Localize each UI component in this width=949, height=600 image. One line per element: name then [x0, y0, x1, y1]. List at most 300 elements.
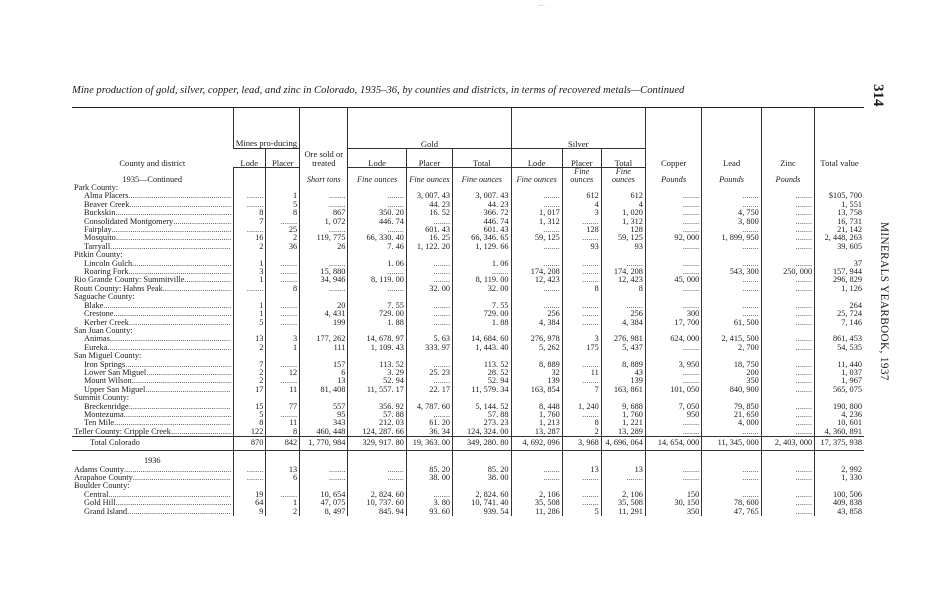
cell-silver-lode: 4, 384: [511, 319, 562, 327]
cell-total-value: 296, 829: [815, 276, 864, 284]
row-name: [72, 302, 233, 310]
cell-ore-tons: [300, 327, 348, 335]
cell-ore-tons: [300, 474, 348, 482]
unit-gold-total: Fine ounces: [453, 168, 511, 185]
cell-copper: [645, 352, 701, 360]
cell-silver-placer: 3, 968: [562, 437, 601, 451]
cell-gold-placer: [406, 251, 452, 259]
cell-gold-total: 349, 280. 80: [453, 437, 511, 451]
cell-total-value: 54, 535: [815, 344, 864, 352]
cell-silver-placer: [562, 352, 601, 360]
cell-lead: 840, 900: [702, 386, 761, 394]
row-name: [72, 377, 233, 385]
cell-silver-placer: [562, 499, 601, 507]
row-name-text: Tarryall: [84, 242, 111, 251]
row-name-text: Arapahoe County: [74, 474, 133, 482]
cell-mines-placer: 3: [266, 335, 300, 343]
cell-ore-tons: 177, 262: [300, 335, 348, 343]
cell-mines-placer: [266, 260, 300, 268]
cell-gold-placer: 3, 007. 43: [406, 192, 452, 200]
cell-total-value: 21, 142: [815, 226, 864, 234]
leader-dots: [110, 335, 231, 343]
row-name: [72, 508, 233, 516]
cell-silver-placer: 93: [562, 243, 601, 251]
cell-silver-placer: 1, 240: [562, 403, 601, 411]
row-name-text: Breckenridge: [84, 402, 129, 411]
cell-ore-tons: [300, 466, 348, 474]
cell-silver-total: 8, 889: [601, 361, 645, 369]
cell-silver-lode: 13, 287: [511, 428, 562, 437]
cell-mines-lode: [233, 474, 266, 482]
cell-silver-placer: [562, 491, 601, 499]
cell-silver-placer: [562, 474, 601, 482]
cell-total-value: [815, 184, 864, 192]
cell-lead: [702, 466, 761, 474]
cell-mines-lode: [233, 251, 266, 259]
cell-gold-total: 11, 579. 34: [453, 386, 511, 394]
cell-silver-total: [601, 302, 645, 310]
cell-gold-lode: 350. 20: [348, 209, 406, 217]
table-row: [72, 428, 864, 437]
cell-zinc: [761, 310, 814, 318]
row-name-text: Grand Island: [84, 507, 128, 516]
cell-gold-lode: [348, 251, 406, 259]
cell-gold-lode: 52. 94: [348, 377, 406, 385]
cell-silver-lode: 8, 448: [511, 403, 562, 411]
cell-ore-tons: 34, 946: [300, 276, 348, 284]
cell-total-value: 1, 330: [815, 474, 864, 482]
cell-gold-total: [453, 184, 511, 192]
header-gold-placer: Placer: [406, 149, 452, 168]
cell-zinc: [761, 466, 814, 474]
cell-silver-lode: [511, 226, 562, 234]
row-name: [72, 310, 233, 318]
cell-ore-tons: [300, 293, 348, 301]
leader-dots: [171, 428, 231, 436]
cell-silver-total: 128: [601, 226, 645, 234]
cell-gold-total: 10, 741. 40: [453, 499, 511, 507]
cell-mines-placer: [266, 293, 300, 301]
cell-gold-lode: [348, 226, 406, 234]
cell-copper: [645, 260, 701, 268]
cell-lead: 200: [702, 369, 761, 377]
cell-total-value: 264: [815, 302, 864, 310]
cell-lead: 543, 300: [702, 268, 761, 276]
table-row: [72, 192, 864, 200]
cell-zinc: [761, 184, 814, 192]
cell-mines-lode: 15: [233, 403, 266, 411]
cell-silver-placer: [562, 251, 601, 259]
cell-mines-placer: [266, 251, 300, 259]
cell-gold-total: 3, 007. 43: [453, 192, 511, 200]
cell-mines-placer: 11: [266, 386, 300, 394]
cell-zinc: [761, 285, 814, 293]
cell-total-value: 25, 724: [815, 310, 864, 318]
cell-silver-total: 12, 423: [601, 276, 645, 284]
cell-silver-lode: 11, 286: [511, 508, 562, 516]
cell-ore-tons: 8, 497: [300, 508, 348, 516]
cell-gold-lode: 14, 678. 97: [348, 335, 406, 343]
cell-gold-total: 113. 52: [453, 361, 511, 369]
cell-silver-lode: 8, 889: [511, 361, 562, 369]
row-name: [72, 209, 233, 217]
cell-mines-placer: [266, 184, 300, 192]
cell-copper: 950: [645, 411, 701, 419]
cell-zinc: 250, 000: [761, 268, 814, 276]
group-row: [72, 352, 864, 360]
row-name-text: Beaver Creek: [84, 200, 130, 209]
cell-silver-total: 163, 861: [601, 386, 645, 394]
row-name: [72, 276, 233, 284]
cell-gold-lode: [348, 184, 406, 192]
cell-copper: [645, 394, 701, 402]
cell-gold-lode: 7. 46: [348, 243, 406, 251]
cell-silver-total: 256: [601, 310, 645, 318]
cell-gold-lode: 845. 94: [348, 508, 406, 516]
cell-silver-total: [601, 251, 645, 259]
cell-copper: [645, 474, 701, 482]
row-name-text: Buckskin: [84, 209, 116, 218]
row-name-text: Teller County: Cripple Creek: [74, 427, 171, 436]
unit-zinc: Pounds: [761, 168, 814, 185]
cell-gold-total: [453, 482, 511, 490]
cell-mines-placer: 8: [266, 285, 300, 293]
leader-dots: [163, 285, 231, 293]
cell-silver-placer: [562, 184, 601, 192]
cell-gold-lode: 113. 52: [348, 361, 406, 369]
cell-zinc: [761, 319, 814, 327]
cell-mines-lode: 1: [233, 310, 266, 318]
cell-gold-lode: 11, 557. 17: [348, 386, 406, 394]
cell-ore-tons: 111: [300, 344, 348, 352]
table-row: [72, 369, 864, 377]
cell-gold-total: 66, 346. 65: [453, 234, 511, 242]
cell-copper: 624, 000: [645, 335, 701, 343]
cell-silver-total: 5, 437: [601, 344, 645, 352]
table-row: [72, 218, 864, 226]
row-name-text: Crestone: [84, 310, 114, 319]
cell-total-value: [815, 251, 864, 259]
row-name-text: San Juan County:: [74, 326, 133, 335]
cell-silver-placer: [562, 394, 601, 402]
row-name: [72, 243, 233, 251]
cell-ore-tons: 47, 075: [300, 499, 348, 507]
cell-mines-placer: 25: [266, 226, 300, 234]
cell-gold-total: [453, 352, 511, 360]
table-row: [72, 276, 864, 284]
cell-ore-tons: 15, 880: [300, 268, 348, 276]
cell-ore-tons: 157: [300, 361, 348, 369]
running-title: MINERALS YEARBOOK, 1937: [878, 222, 890, 381]
cell-zinc: [761, 218, 814, 226]
cell-gold-lode: [348, 201, 406, 209]
row-name-text: Consolidated Montgomery: [84, 217, 174, 226]
cell-zinc: [761, 428, 814, 437]
cell-silver-total: [601, 293, 645, 301]
cell-ore-tons: [300, 260, 348, 268]
cell-ore-tons: 26: [300, 243, 348, 251]
cell-ore-tons: 13: [300, 377, 348, 385]
cell-silver-total: 8: [601, 285, 645, 293]
cell-silver-placer: [562, 302, 601, 310]
cell-gold-placer: [406, 184, 452, 192]
cell-lead: [702, 276, 761, 284]
row-name: [72, 260, 233, 268]
cell-copper: [645, 226, 701, 234]
row-name-text: Boulder County:: [74, 482, 130, 491]
cell-lead: 350: [702, 377, 761, 385]
cell-zinc: [761, 234, 814, 242]
cell-silver-lode: [511, 474, 562, 482]
cell-zinc: [761, 361, 814, 369]
leader-dots: [116, 499, 231, 507]
cell-gold-placer: [406, 260, 452, 268]
row-name: [72, 293, 233, 301]
cell-gold-lode: [348, 466, 406, 474]
cell-mines-lode: 5: [233, 319, 266, 327]
cell-zinc: [761, 302, 814, 310]
table-row: [72, 260, 864, 268]
cell-silver-total: 59, 125: [601, 234, 645, 242]
cell-lead: [702, 491, 761, 499]
row-name: [72, 491, 233, 499]
cell-silver-total: [601, 394, 645, 402]
cell-gold-placer: 601. 43: [406, 226, 452, 234]
cell-lead: 11, 345, 000: [702, 437, 761, 451]
cell-gold-placer: 5. 63: [406, 335, 452, 343]
cell-mines-lode: 1: [233, 302, 266, 310]
leader-dots: [110, 243, 230, 251]
cell-gold-placer: [406, 268, 452, 276]
row-name-text: Roaring Fork: [84, 268, 129, 277]
cell-silver-total: 93: [601, 243, 645, 251]
cell-silver-lode: 1, 312: [511, 218, 562, 226]
row-name: [72, 251, 233, 259]
cell-silver-lode: [511, 285, 562, 293]
cell-gold-placer: [406, 491, 452, 499]
cell-lead: 47, 765: [702, 508, 761, 516]
cell-copper: [645, 327, 701, 335]
cell-gold-lode: [348, 482, 406, 490]
cell-gold-lode: 8, 119. 00: [348, 276, 406, 284]
cell-silver-total: 174, 208: [601, 268, 645, 276]
leader-dots: [128, 268, 230, 276]
row-name: [72, 386, 233, 394]
header-gold-total: Total: [453, 149, 511, 168]
cell-silver-placer: 8: [562, 285, 601, 293]
cell-gold-lode: [348, 293, 406, 301]
cell-mines-lode: 5: [233, 411, 266, 419]
header-ore: Ore sold or treated: [300, 108, 348, 168]
cell-gold-placer: [406, 310, 452, 318]
page-number: 314: [870, 84, 886, 107]
cell-gold-lode: 1. 06: [348, 260, 406, 268]
row-name: [72, 234, 233, 242]
cell-gold-total: 1. 88: [453, 319, 511, 327]
cell-mines-lode: [233, 192, 266, 200]
row-name: [72, 369, 233, 377]
cell-zinc: [761, 335, 814, 343]
cell-gold-lode: [348, 394, 406, 402]
cell-mines-lode: [233, 352, 266, 360]
cell-silver-total: 2, 106: [601, 491, 645, 499]
cell-total-value: 1, 037: [815, 369, 864, 377]
row-name: [72, 201, 233, 209]
cell-gold-lode: 7. 55: [348, 302, 406, 310]
cell-mines-lode: 1: [233, 260, 266, 268]
row-name-text: Lincoln Gulch: [84, 259, 133, 268]
cell-ore-tons: 460, 448: [300, 428, 348, 437]
row-name-text: Alma Placers: [84, 192, 129, 201]
cell-ore-tons: [300, 352, 348, 360]
header-zinc: Zinc: [761, 108, 814, 168]
cell-copper: [645, 268, 701, 276]
cell-gold-placer: 44. 23: [406, 201, 452, 209]
row-name: [72, 428, 233, 437]
cell-total-value: 11, 440: [815, 361, 864, 369]
cell-mines-lode: 13: [233, 335, 266, 343]
leader-dots: [112, 226, 231, 234]
leader-dots: [146, 369, 230, 377]
cell-gold-total: 273. 23: [453, 419, 511, 427]
cell-lead: 1, 899, 950: [702, 234, 761, 242]
cell-gold-placer: 32. 00: [406, 285, 452, 293]
cell-mines-placer: [266, 491, 300, 499]
cell-silver-placer: 175: [562, 344, 601, 352]
cell-zinc: [761, 251, 814, 259]
row-name-text: Lower San Miguel: [84, 368, 147, 377]
cell-silver-total: 11, 291: [601, 508, 645, 516]
table-row: [72, 386, 864, 394]
cell-silver-placer: [562, 234, 601, 242]
cell-total-value: 39, 605: [815, 243, 864, 251]
cell-lead: 78, 600: [702, 499, 761, 507]
cell-ore-tons: 557: [300, 403, 348, 411]
cell-zinc: [761, 419, 814, 427]
cell-ore-tons: 20: [300, 302, 348, 310]
cell-ore-tons: [300, 192, 348, 200]
cell-lead: [702, 310, 761, 318]
cell-total-value: 2, 448, 263: [815, 234, 864, 242]
cell-lead: 18, 750: [702, 361, 761, 369]
cell-total-value: 4, 236: [815, 411, 864, 419]
cell-mines-lode: 19: [233, 491, 266, 499]
cell-silver-placer: [562, 268, 601, 276]
cell-mines-placer: 36: [266, 243, 300, 251]
cell-gold-total: [453, 394, 511, 402]
row-name-text: Rio Grande County: Summitville: [74, 276, 185, 285]
cell-zinc: [761, 474, 814, 482]
cell-mines-placer: [266, 218, 300, 226]
cell-mines-placer: [266, 482, 300, 490]
cell-copper: [645, 192, 701, 200]
cell-mines-lode: 1: [233, 276, 266, 284]
header-gold: Gold: [348, 108, 511, 149]
leader-dots: [127, 508, 230, 516]
row-name-text: San Miguel County:: [74, 352, 142, 361]
cell-total-value: [815, 482, 864, 490]
cell-gold-lode: 10, 737. 60: [348, 499, 406, 507]
leader-dots: [114, 419, 230, 427]
cell-total-value: 2, 992: [815, 466, 864, 474]
cell-lead: [702, 302, 761, 310]
cell-gold-total: [453, 327, 511, 335]
group-row: [72, 184, 864, 192]
cell-ore-tons: 343: [300, 419, 348, 427]
cell-lead: [702, 251, 761, 259]
cell-ore-tons: [300, 394, 348, 402]
cell-silver-lode: 139: [511, 377, 562, 385]
leader-dots: [103, 302, 230, 310]
cell-mines-lode: 64: [233, 499, 266, 507]
cell-lead: [702, 352, 761, 360]
cell-mines-lode: [233, 285, 266, 293]
cell-silver-lode: [511, 243, 562, 251]
group-row: [72, 293, 864, 301]
cell-gold-placer: [406, 293, 452, 301]
table-row: [72, 474, 864, 482]
unit-gold-placer: Fine ounces: [406, 168, 452, 185]
cell-silver-lode: 1, 760: [511, 411, 562, 419]
cell-mines-placer: [266, 310, 300, 318]
cell-mines-lode: [233, 293, 266, 301]
cell-gold-lode: 1. 88: [348, 319, 406, 327]
cell-mines-lode: [233, 201, 266, 209]
cell-copper: 350: [645, 508, 701, 516]
cell-silver-total: 13, 289: [601, 428, 645, 437]
cell-gold-placer: [406, 319, 452, 327]
cell-mines-lode: 7: [233, 361, 266, 369]
cell-mines-lode: 16: [233, 234, 266, 242]
cell-ore-tons: 6: [300, 369, 348, 377]
table-row: [72, 411, 864, 419]
header-gold-lode: Lode: [348, 149, 406, 168]
cell-gold-lode: 66, 330. 40: [348, 234, 406, 242]
cell-gold-placer: 38. 00: [406, 474, 452, 482]
cell-silver-placer: [562, 310, 601, 318]
cell-silver-placer: [562, 218, 601, 226]
cell-gold-placer: 36. 34: [406, 428, 452, 437]
header-silver-lode: Lode: [511, 149, 562, 168]
cell-total-value: 565, 075: [815, 386, 864, 394]
row-name-text: Kerber Creek: [84, 318, 129, 327]
cell-copper: 7, 050: [645, 403, 701, 411]
cell-silver-lode: [511, 293, 562, 301]
header-total-value: Total value: [815, 108, 864, 168]
cell-gold-total: 7. 55: [453, 302, 511, 310]
cell-gold-placer: 16. 25: [406, 234, 452, 242]
leader-dots: [115, 209, 230, 217]
cell-silver-lode: [511, 192, 562, 200]
cell-silver-placer: 13: [562, 466, 601, 474]
cell-gold-placer: 4, 787. 60: [406, 403, 452, 411]
row-name-text: Saguache County:: [74, 293, 135, 302]
cell-silver-total: 612: [601, 192, 645, 200]
cell-total-value: 190, 800: [815, 403, 864, 411]
row-name-text: Blake: [84, 301, 104, 310]
header-silver: Silver: [511, 108, 645, 149]
cell-gold-total: [453, 251, 511, 259]
row-name: [72, 437, 233, 451]
cell-mines-placer: 2: [266, 234, 300, 242]
cell-silver-lode: [511, 201, 562, 209]
table-row: [72, 419, 864, 427]
cell-silver-lode: [511, 251, 562, 259]
cell-gold-placer: [406, 218, 452, 226]
cell-zinc: [761, 344, 814, 352]
cell-silver-placer: [562, 482, 601, 490]
cell-silver-placer: [562, 293, 601, 301]
